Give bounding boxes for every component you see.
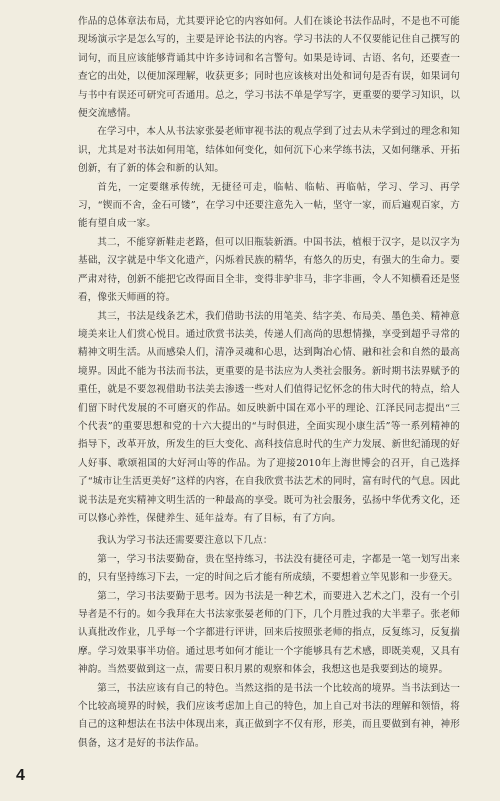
paragraph-3: 首先，一定要继承传统，无捷径可走，临帖、临帖、再临帖，学习、学习、再学习，“锲而不舍，金石可镂”，在学习中还要注意先入一帖，坚守一家，而后遍观百家，方能有望自成一家。 bbox=[78, 181, 460, 230]
article-body bbox=[78, 13, 460, 753]
paragraph-1: 作品的总体章法布局，尤其要评论它的内容如何。人们在谈论书法作品时，不是也不可能现场演示字是怎么写的，主要是评论书法的内容。学习书法的人不仅要能记住自己撰写的词句，而且应该能够背诵其中许多诗词和名言警句。如果是诗词、古语、名句，还要查一查它的出处，以便加深理解，收获更多；同时也应该核对出处和词句是否有误，如果词句与书中有误还可研究可否通用。总之，学习书法不单是学写字，更重要的要学习知识，以便交流感情。 bbox=[78, 16, 460, 120]
page-number: 4 bbox=[16, 767, 25, 784]
paragraph-2: 在学习中，本人从书法家张晏老师审视书法的观点学到了过去从未学到过的理念和知识，尤其是对书法如何用笔，结体如何变化，如何沉下心来学练书法，又如何继承、开拓创新，有了新的体会和新的认知。 bbox=[78, 126, 460, 175]
paragraph-4: 其二，不能穿新鞋走老路，但可以旧瓶装新酒。中国书法，植根于汉字，是以汉字为基础，汉字就是中华文化遗产，闪烁着民族的精华，有悠久的历史，有强大的生命力。要严肃对待，创新不能把它改得面目全非，变得非驴非马，非字非画，令人不知横看还是竖看，像张天师画的符。 bbox=[78, 236, 460, 304]
paragraph-5: 其三，书法是线条艺术，我们借助书法的用笔美、结字美、布局美、墨色美、精神意境美来让人们赏心悦目。通过欣赏书法美，传递人们高尚的思想情操，享受到超乎寻常的精神文明生活。从而感染人们，清净灵魂和心思，达到陶冶心情、融和社会和自然的最高境界。因此不能为书法而书法，更重要的是书法应为人类社会服务。新时期书法界赋予的重任，就是不要忽视借助书法美去渗透一些对人们值得记忆怀念的伟大时代的特点，给人们留下时代发展的不可磨灭的作品。如反映新中国在邓小平的理论、江泽民同志提出“三个代表”的重要思想和党的十六大提出的“与时俱进，全面实现小康生活”等一系列精神的指导下，改革开放，所发生的巨大变化、高科技信息时代的生产力发展、新世纪涌现的好人好事、歌颂祖国的大好河山等的作品。为了迎接2010年上海世博会的召开，自己选择了“城市让生活更美好”这样的内容，在自我欣赏书法艺术的同时，富有时代的气息。因此说书法是充实精神文明生活的一种最高的享受。既可为社会服务，弘扬中华优秀文化，还可以修心养性，保健养生、延年益寿。有了目标，有了方向。 bbox=[78, 310, 460, 524]
paragraph-6: 我认为学习书法还需要要注意以下几点： bbox=[97, 535, 273, 547]
paragraph-9: 第三，书法应该有自己的特色。当然这指的是书法一个比较高的境界。当书法到达一个比较高境界的时候，我们应该考虑加上自己的特色，加上自己对书法的理解和领悟，将自己的这种想法在书法中体现出来，真正做到字不仅有形，形美，而且要做到有神，神形俱备，这才是好的书法作品。 bbox=[78, 682, 460, 749]
paragraph-7: 第一，学习书法要勤奋，贵在坚持练习，书法没有捷径可走，字都是一笔一划写出来的，只有坚持练习下去，一定的时间之后才能有所成绩，不要想着立竿见影和一步登天。 bbox=[78, 553, 460, 584]
paragraph-8: 第二，学习书法要勤于思考。因为书法是一种艺术，而要进入艺术之门，没有一个引导者是不行的。如今我拜在大书法家张晏老师的门下，几个月胜过我的大半辈子。张老师认真批改作业，几乎每一个字都进行评讲，回来后按照张老师的指点，反复练习，反复揣摩。学习效果事半功倍。通过思考如何才能让一个字能够具有艺术感，即既美观，又具有神韵。当然要做到这一点，需要日积月累的观察和体会，我想这也是我要到达的境界。 bbox=[78, 590, 460, 676]
